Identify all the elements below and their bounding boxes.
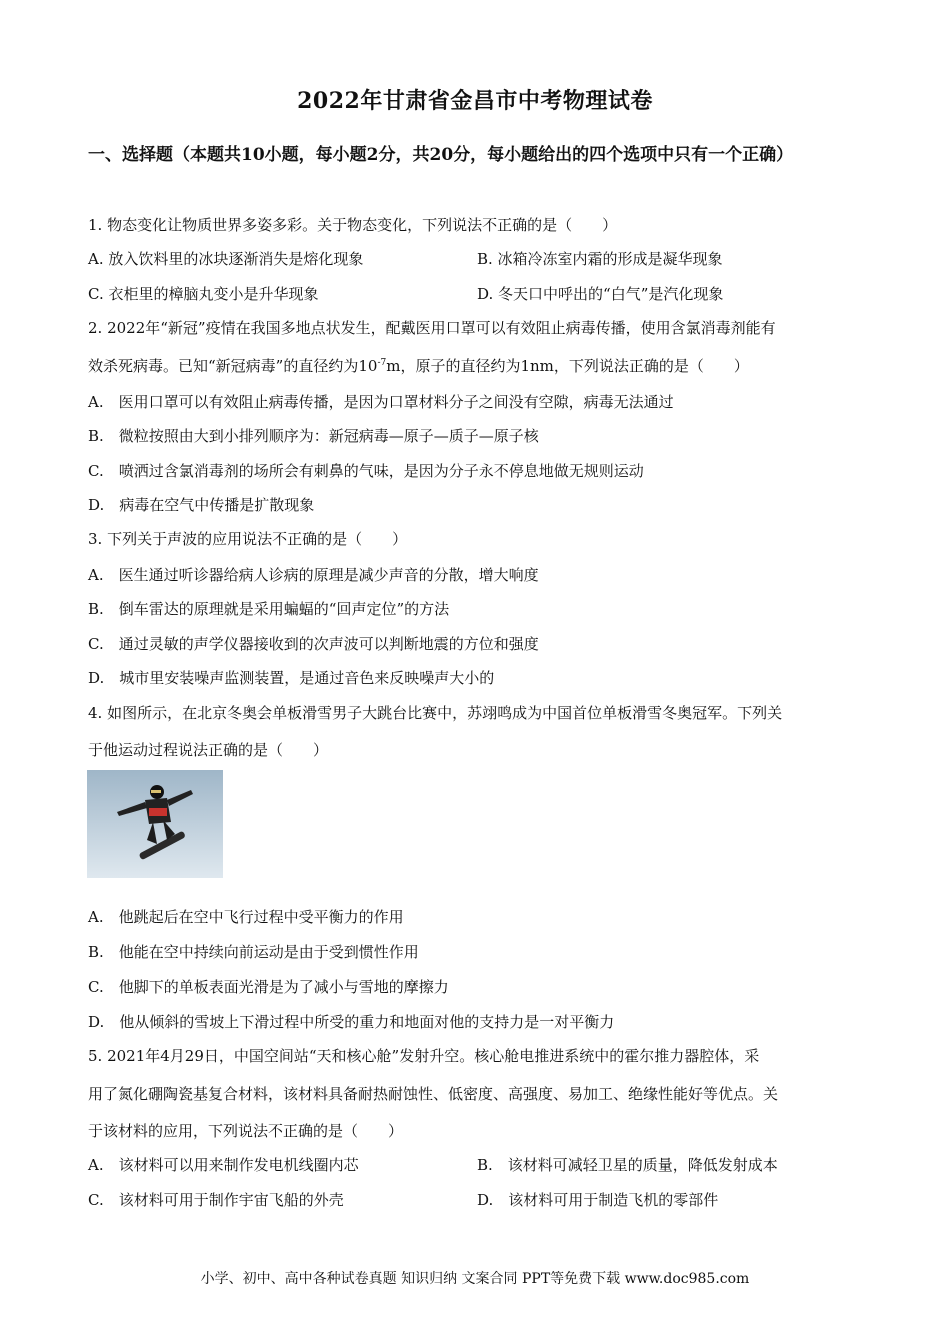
question-4-option-a: A. 他跳起后在空中飞行过程中受平衡力的作用	[88, 908, 404, 926]
page-title: 2022年甘肃省金昌市中考物理试卷	[297, 88, 653, 114]
question-4-option-b: B. 他能在空中持续向前运动是由于受到惯性作用	[88, 943, 419, 961]
question-4-option-d: D. 他从倾斜的雪坡上下滑过程中所受的重力和地面对他的支持力是一对平衡力	[88, 1013, 615, 1031]
question-2-stem-line-1: 2. 2022年“新冠”疫情在我国多地点状发生，配戴医用口罩可以有效阻止病毒传播，使用含氯消毒剂能有	[88, 319, 776, 337]
snowboarder-photo	[87, 770, 223, 878]
question-4-option-c: C. 他脚下的单板表面光滑是为了减小与雪地的摩擦力	[88, 978, 449, 996]
question-5-stem-line-2: 用了氮化硼陶瓷基复合材料，该材料具备耐热耐蚀性、低密度、高强度、易加工、绝缘性能好等优点。关	[88, 1085, 779, 1103]
question-1-option-b: B. 冰箱冷冻室内霜的形成是凝华现象	[477, 250, 723, 268]
question-3-option-d: D. 城市里安装噪声监测装置，是通过音色来反映噪声大小的	[88, 669, 495, 687]
question-3-stem: 3. 下列关于声波的应用说法不正确的是（ ）	[88, 530, 408, 548]
question-5-option-a: A. 该材料可以用来制作发电机线圈内芯	[88, 1156, 359, 1174]
question-1-option-d: D. 冬天口中呼出的“白气”是汽化现象	[477, 285, 724, 303]
snowboarder-illustration	[87, 770, 223, 878]
question-3-option-c: C. 通过灵敏的声学仪器接收到的次声波可以判断地震的方位和强度	[88, 635, 539, 653]
question-1-option-c: C. 衣柜里的樟脑丸变小是升华现象	[88, 285, 319, 303]
question-2-stem-text-a: 效杀死病毒。已知“新冠病毒”的直径约为10	[88, 357, 378, 375]
question-5-stem-line-3: 于该材料的应用，下列说法不正确的是（ ）	[88, 1122, 404, 1140]
question-2-option-d: D. 病毒在空气中传播是扩散现象	[88, 496, 315, 514]
question-1-stem: 1. 物态变化让物质世界多姿多彩。关于物态变化，下列说法不正确的是（ ）	[88, 216, 618, 234]
question-5-option-c: C. 该材料可用于制作宇宙飞船的外壳	[88, 1191, 344, 1209]
question-5-stem-line-1: 5. 2021年4月29日，中国空间站“天和核心舱”发射升空。核心舱电推进系统中的霍尔推力器腔体，采	[88, 1047, 760, 1065]
page-footer: 小学、初中、高中各种试卷真题 知识归纳 文案合同 PPT等免费下载 www.doc985.com	[200, 1271, 750, 1287]
question-3-option-a: A. 医生通过听诊器给病人诊病的原理是减少声音的分散，增大响度	[88, 566, 539, 584]
question-2-option-a: A. 医用口罩可以有效阻止病毒传播，是因为口罩材料分子之间没有空隙，病毒无法通过	[88, 393, 674, 411]
question-4-stem-line-2: 于他运动过程说法正确的是（ ）	[88, 741, 329, 759]
question-1-option-a: A. 放入饮料里的冰块逐渐消失是熔化现象	[88, 250, 364, 268]
question-5-option-d: D. 该材料可用于制造飞机的零部件	[477, 1191, 719, 1209]
question-2-stem-line-2	[88, 355, 873, 377]
section-heading: 一、选择题（本题共10小题，每小题2分，共20分，每小题给出的四个选项中只有一个正确）	[88, 145, 794, 165]
question-5-option-b: B. 该材料可减轻卫星的质量，降低发射成本	[477, 1156, 778, 1174]
question-2-option-c: C. 喷洒过含氯消毒剂的场所会有刺鼻的气味，是因为分子永不停息地做无规则运动	[88, 462, 644, 480]
question-2-option-b: B. 微粒按照由大到小排列顺序为：新冠病毒—原子—质子—原子核	[88, 427, 539, 445]
question-2-stem-text-b: m，原子的直径约为1nm，下列说法正确的是（ ）	[386, 357, 749, 375]
question-4-stem-line-1: 4. 如图所示，在北京冬奥会单板滑雪男子大跳台比赛中，苏翊鸣成为中国首位单板滑雪冬奥冠军。下列关	[88, 704, 783, 722]
question-3-option-b: B. 倒车雷达的原理就是采用蝙蝠的“回声定位”的方法	[88, 600, 450, 618]
question-2-exponent: -7	[377, 358, 387, 368]
